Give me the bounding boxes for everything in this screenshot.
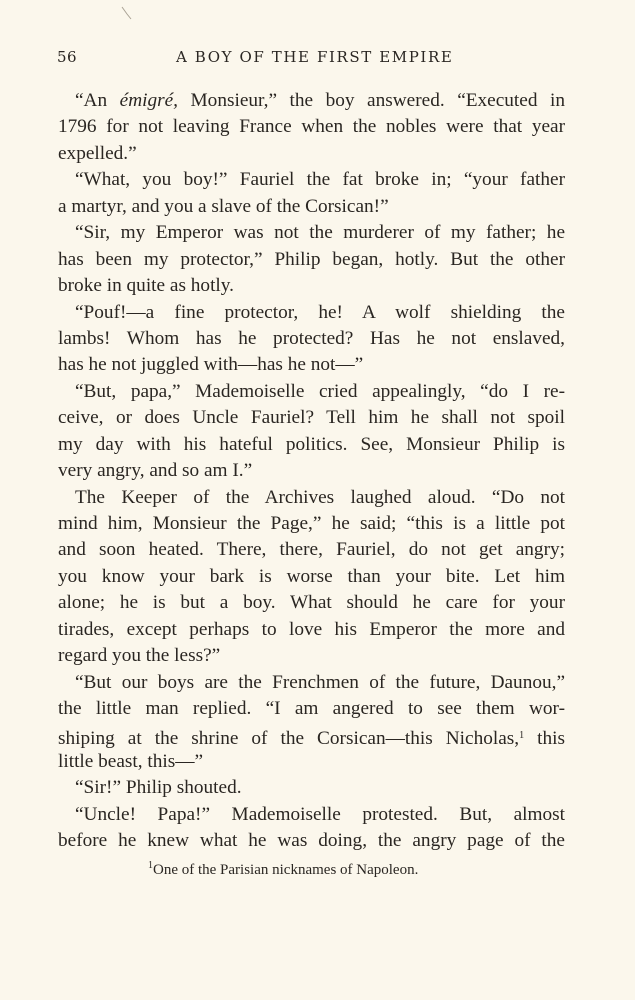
text-line: my day with his hateful politics. See, Monsieur Philip is [58,433,565,455]
text-line: alone; he is but a boy. What should he care for your [58,592,565,614]
text-line: “An émigré, Monsieur,” the boy answered. “Executed in [75,90,565,111]
footnote-marker: 1 [148,860,153,871]
text-line: “Sir, my Emperor was not the murderer of my father; he [75,222,565,244]
running-head: A BOY OF THE FIRST EMPIRE [176,48,454,66]
text-line: you know your bark is worse than your bite. Let him [58,565,565,587]
footnote-text: One of the Parisian nicknames of Napoleon. [153,862,419,878]
text-line: shiping at the shrine of the Corsican—this Nicholas,$^1$ this [58,727,565,749]
body-text [58,88,565,855]
text-line: regard you the less?” [58,645,221,667]
text-line: The Keeper of the Archives laughed aloud. “Do not [75,486,565,508]
text-line: has been my protector,” Philip began, hotly. But the other [58,248,565,270]
text-line: ceive, or does Uncle Fauriel? Tell him he shall not spoil [58,407,565,429]
page-number: 56 [57,48,78,66]
text-line: broke in quite as hotly. [58,275,234,297]
footnote-reference: 1 [519,729,525,741]
text-line: little beast, this—” [58,750,204,772]
text-line: the little man replied. “I am angered to see them wor- [58,698,565,720]
text-line: mind him, Monsieur the Page,” he said; “this is a little pot [58,513,565,534]
text-line: has he not juggled with—has he not—” [58,354,364,376]
text-line: tirades, except perhaps to love his Emperor the more and [58,618,565,640]
ink-mark [120,6,134,20]
footnote [148,860,418,879]
text-line: “Uncle! Papa!” Mademoiselle protested. But, almost [75,803,565,825]
text-line: “But, papa,” Mademoiselle cried appealingly, “do I re- [75,380,565,402]
text-line: “Sir!” Philip shouted. [75,777,242,799]
text-line: “Pouf!—a fine protector, he! A wolf shielding the [75,301,565,323]
text-line: expelled.” [58,142,137,164]
text-line: “But our boys are the Frenchmen of the future, Daunou,” [75,671,565,693]
text-line: a martyr, and you a slave of the Corsican!” [58,195,389,217]
text-line: very angry, and so am I.” [58,460,253,482]
italic-word: émigré, [119,90,179,111]
text-line: lambs! Whom has he protected? Has he not enslaved, [58,327,565,349]
text-line: before he knew what he was doing, the angry page of the [58,830,565,852]
page-header [57,48,567,72]
text-line: 1796 for not leaving France when the nobles were that year [58,116,565,138]
text-line: “What, you boy!” Fauriel the fat broke in; “your father [75,169,565,191]
text-line: and soon heated. There, there, Fauriel, do not get angry; [58,539,565,561]
